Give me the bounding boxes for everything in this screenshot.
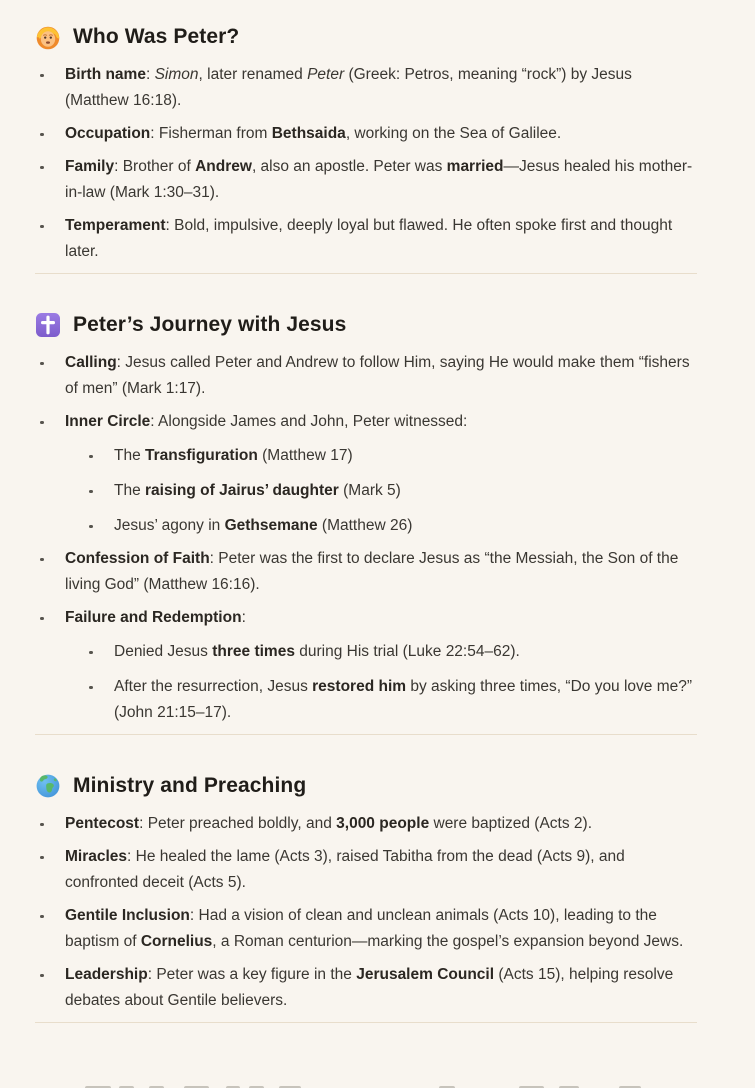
list-item-text: Temperament: Bold, impulsive, deeply loyal but flawed. He often spoke first and thought later.	[65, 217, 673, 260]
list-item-text: Confession of Faith: Peter was the first to declare Jesus as “the Messiah, the Son of the living God” (Matthew 16:16).	[65, 550, 679, 593]
bullet-list	[35, 811, 697, 1014]
section-heading-peters-journey	[35, 312, 697, 338]
section-heading-who-was-peter	[35, 24, 697, 50]
list-item	[35, 962, 697, 1014]
list-item-text: After the resurrection, Jesus restored him by asking three times, “Do you love me?” (John 21:15–17).	[114, 678, 693, 721]
nested-bullet-list	[65, 443, 697, 539]
list-item-text: The raising of Jairus’ daughter (Mark 5)	[114, 482, 401, 499]
list-item-text: Pentecost: Peter preached boldly, and 3,000 people were baptized (Acts 2).	[65, 815, 593, 832]
list-item-text: Miracles: He healed the lame (Acts 3), raised Tabitha from the dead (Acts 9), and confronted deceit (Acts 5).	[65, 848, 625, 891]
list-item	[35, 844, 697, 896]
bullet-dot	[89, 651, 93, 655]
list-item	[35, 811, 697, 837]
list-item	[35, 409, 697, 539]
bullet-dot	[40, 74, 44, 78]
bullet-dot	[40, 166, 44, 170]
latin-cross-emoji-icon	[35, 312, 61, 338]
list-item	[35, 213, 697, 265]
bullet-dot	[40, 823, 44, 827]
bullet-dot	[89, 525, 93, 529]
list-item	[35, 605, 697, 726]
list-item	[35, 121, 697, 147]
bullet-dot	[40, 362, 44, 366]
list-item	[35, 546, 697, 598]
list-item	[35, 350, 697, 402]
list-item-text: Failure and Redemption:	[65, 609, 246, 626]
bullet-dot	[89, 490, 93, 494]
section-divider	[35, 734, 697, 735]
person-red-hair-emoji-icon	[35, 24, 61, 50]
list-item	[35, 903, 697, 955]
nested-list-item	[84, 478, 697, 504]
list-item	[35, 62, 697, 114]
bullet-dot	[89, 455, 93, 459]
list-item-text: The Transfiguration (Matthew 17)	[114, 447, 353, 464]
section-title: Ministry and Preaching	[73, 774, 307, 797]
section-heading-ministry-preaching	[35, 773, 697, 799]
list-item-text: Leadership: Peter was a key figure in the Jerusalem Council (Acts 15), helping resolve debates about Gentile believers.	[65, 966, 674, 1009]
bullet-dot	[40, 974, 44, 978]
globe-emoji-icon	[35, 773, 61, 799]
nested-list-item	[84, 443, 697, 469]
list-item-text: Inner Circle: Alongside James and John, Peter witnessed:	[65, 413, 468, 430]
list-item-text: Birth name: Simon, later renamed Peter (Greek: Petros, meaning “rock”) by Jesus (Matthew 16:18).	[65, 66, 632, 109]
section-title: Peter’s Journey with Jesus	[73, 313, 347, 336]
bullet-dot	[40, 617, 44, 621]
list-item-text: Calling: Jesus called Peter and Andrew to follow Him, saying He would make them “fishers of men” (Mark 1:17).	[65, 354, 690, 397]
list-item-text: Jesus’ agony in Gethsemane (Matthew 26)	[114, 517, 413, 534]
bullet-dot	[40, 421, 44, 425]
bullet-dot	[40, 558, 44, 562]
nested-list-item	[84, 639, 697, 665]
nested-bullet-list	[65, 639, 697, 726]
list-item	[35, 154, 697, 206]
bullet-list	[35, 62, 697, 265]
section-divider	[35, 1022, 697, 1023]
list-item-text: Denied Jesus three times during His trial (Luke 22:54–62).	[114, 643, 520, 660]
list-item-text: Occupation: Fisherman from Bethsaida, working on the Sea of Galilee.	[65, 125, 562, 142]
next-section-clipped-top	[0, 1084, 755, 1088]
list-item-text: Gentile Inclusion: Had a vision of clean and unclean animals (Acts 10), leading to the baptism of Cornelius, a Roman centurion—marking the gospel’s expansion beyond Jews.	[65, 907, 684, 950]
bullet-dot	[40, 225, 44, 229]
section-divider	[35, 273, 697, 274]
nested-list-item	[84, 513, 697, 539]
bullet-dot	[40, 133, 44, 137]
bullet-dot	[89, 686, 93, 690]
bullet-list	[35, 350, 697, 726]
section-title: Who Was Peter?	[73, 25, 240, 48]
nested-list-item	[84, 674, 697, 726]
list-item-text: Family: Brother of Andrew, also an apostle. Peter was married—Jesus healed his mother-in-law (Mark 1:30–31).	[65, 158, 693, 201]
bullet-dot	[40, 856, 44, 860]
bullet-dot	[40, 915, 44, 919]
